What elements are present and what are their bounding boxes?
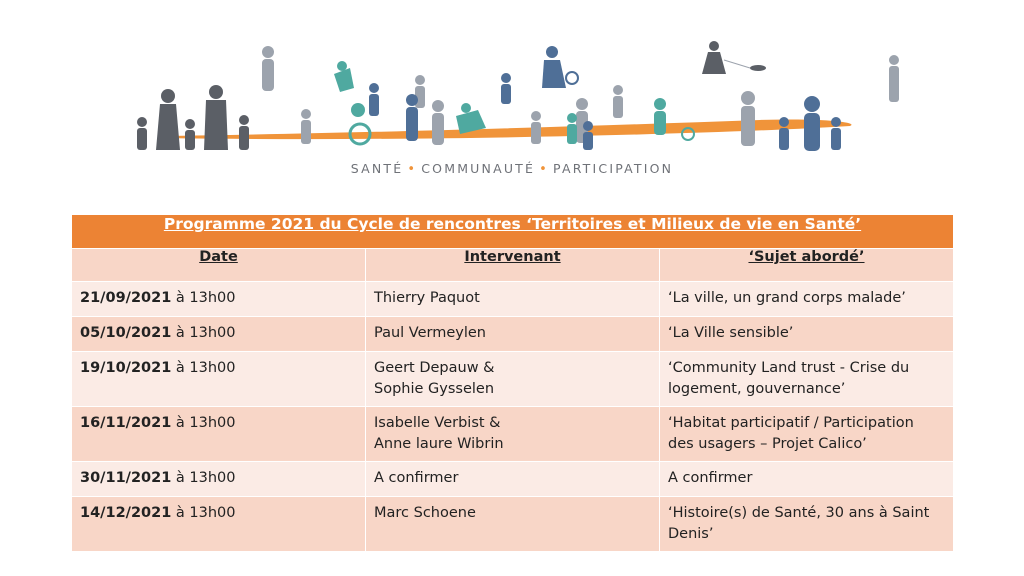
date-cell [72, 317, 366, 352]
people-banner-illustration [120, 38, 920, 158]
time: à 13h00 [171, 415, 236, 431]
tagline-communaute: COMMUNAUTÉ [421, 161, 536, 176]
header-date: Date [72, 249, 366, 282]
topic-cell [660, 317, 954, 352]
date: 16/11/2021 [80, 415, 172, 431]
speaker-name: Geert Depauw & [374, 360, 495, 376]
speaker-name: A confirmer [374, 470, 459, 486]
topic-text: ‘Habitat participatif / Participation [668, 415, 914, 431]
speaker-cell [366, 317, 660, 352]
tagline-dot: • [539, 162, 549, 177]
date: 14/12/2021 [80, 505, 172, 521]
speaker-name: Thierry Paquot [374, 290, 480, 306]
header-speaker: Intervenant [366, 249, 660, 282]
date-cell [72, 462, 366, 497]
date-cell [72, 282, 366, 317]
date: 21/09/2021 [80, 290, 172, 306]
speaker-cell [366, 497, 660, 552]
speaker-cell [366, 407, 660, 462]
table-row [72, 462, 954, 497]
time: à 13h00 [171, 325, 236, 341]
speaker-name: Paul Vermeylen [374, 325, 486, 341]
date: 05/10/2021 [80, 325, 172, 341]
topic-text: Denis’ [668, 526, 714, 542]
topic-text: logement, gouvernance’ [668, 381, 846, 397]
date: 30/11/2021 [80, 470, 172, 486]
time: à 13h00 [171, 290, 236, 306]
date: 19/10/2021 [80, 360, 172, 376]
speaker-cell [366, 352, 660, 407]
program-table [71, 214, 954, 552]
table-title-row [72, 215, 954, 249]
table-title: Programme 2021 du Cycle de rencontres ‘Territoires et Milieux de vie en Santé’ [72, 215, 954, 249]
table-row [72, 282, 954, 317]
table-row [72, 317, 954, 352]
topic-text: des usagers – Projet Calico’ [668, 436, 867, 452]
time: à 13h00 [171, 470, 236, 486]
table-row [72, 407, 954, 462]
topic-text: ‘Histoire(s) de Santé, 30 ans à Saint [668, 505, 930, 521]
family-left-figures [137, 85, 249, 150]
topic-cell [660, 497, 954, 552]
time: à 13h00 [171, 505, 236, 521]
tagline-dot: • [407, 162, 418, 177]
date-cell [72, 407, 366, 462]
speaker-cell [366, 282, 660, 317]
speaker-name: Anne laure Wibrin [374, 436, 504, 452]
walker-with-dog [702, 41, 766, 74]
table-row [72, 497, 954, 552]
topic-cell [660, 462, 954, 497]
topic-cell [660, 407, 954, 462]
topic-text: ‘La ville, un grand corps malade’ [668, 290, 906, 306]
speaker-cell [366, 462, 660, 497]
topic-text: ‘La Ville sensible’ [668, 325, 794, 341]
topic-cell [660, 352, 954, 407]
tagline-sante: SANTÉ [350, 161, 404, 176]
speaker-name: Isabelle Verbist & [374, 415, 501, 431]
middle-figures [262, 46, 899, 146]
speaker-name: Marc Schoene [374, 505, 476, 521]
topic-cell [660, 282, 954, 317]
topic-text: ‘Community Land trust - Crise du [668, 360, 910, 376]
table-header-row [72, 249, 954, 282]
header-topic: ‘Sujet abordé’ [660, 249, 954, 282]
speaker-name: Sophie Gysselen [374, 381, 495, 397]
time: à 13h00 [171, 360, 236, 376]
logo-tagline [0, 161, 1024, 177]
table-row [72, 352, 954, 407]
date-cell [72, 352, 366, 407]
date-cell [72, 497, 366, 552]
tagline-participation: PARTICIPATION [553, 161, 674, 176]
topic-text: A confirmer [668, 470, 753, 486]
